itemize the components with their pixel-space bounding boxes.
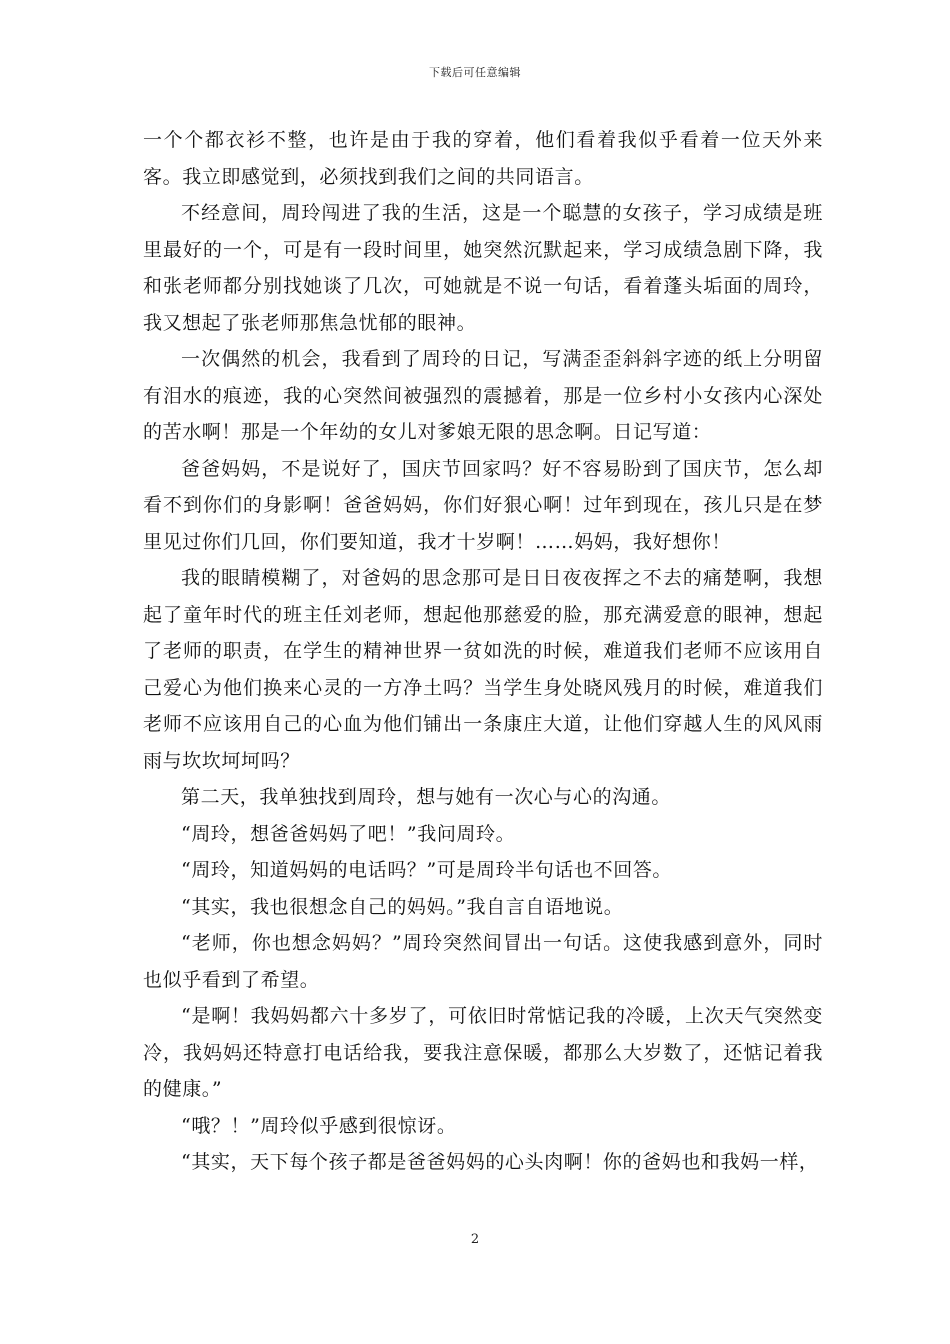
paragraph: 第二天，我单独找到周玲，想与她有一次心与心的沟通。 (181, 786, 672, 808)
dialogue-line: “其实，我也很想念自己的妈妈。”我自言自语地说。 (181, 895, 624, 918)
dialogue-line: “是啊！我妈妈都六十多岁了，可依旧时常惦记我的冷暖，上次天气突然变冷，我妈妈还特意打电话给我，要我注意保暖，都那么大岁数了，还惦记着我的健康。” (143, 1005, 823, 1100)
dialogue-line: “哦？！”周玲似乎感到很惊讶。 (181, 1114, 457, 1137)
paragraph: 一个个都衣衫不整，也许是由于我的穿着，他们看着我似乎看着一位天外来客。我立即感觉到，必须找到我们之间的共同语言。 (143, 129, 823, 188)
paragraph: 我的眼睛模糊了，对爸妈的思念那可是日日夜夜挥之不去的痛楚啊，我想起了童年时代的班主任刘老师，想起他那慈爱的脸，那充满爱意的眼神，想起了老师的职责，在学生的精神世界一贫如洗的时候，难道我们老师不应该用自己爱心为他们换来心灵的一方净土吗？当学生身处晓风残月的时候，难道我们老师不应该用自己的心血为他们铺出一条康庄大道，让他们穿越人生的风风雨雨与坎坎坷坷吗？ (143, 567, 823, 772)
dialogue-line: “周玲，知道妈妈的电话吗？”可是周玲半句话也不回答。 (181, 859, 673, 881)
paragraph: 不经意间，周玲闯进了我的生活，这是一个聪慧的女孩子，学习成绩是班里最好的一个，可是有一段时间里，她突然沉默起来，学习成绩急剧下降，我和张老师都分别找她谈了几次，可她就是不说一句话，看着蓬头垢面的周玲，我又想起了张老师那焦急忧郁的眼神。 (143, 202, 823, 334)
page-header: 下载后可任意编辑 (429, 66, 521, 79)
dialogue-line: “老师，你也想念妈妈？”周玲突然间冒出一句话。这使我感到意外，同时也似乎看到了希望。 (143, 932, 823, 991)
dialogue-line: “周玲，想爸爸妈妈了吧！”我问周玲。 (181, 822, 516, 845)
page-number: 2 (470, 1232, 480, 1247)
paragraph: 一次偶然的机会，我看到了周玲的日记，写满歪歪斜斜字迹的纸上分明留有泪水的痕迹，我的心突然间被强烈的震撼着，那是一位乡村小女孩内心深处的苦水啊！那是一个年幼的女儿对爹娘无限的思念啊。日记写道： (143, 348, 823, 443)
dialogue-line: “其实，天下每个孩子都是爸爸妈妈的心头肉啊！你的爸妈也和我妈一样， (181, 1151, 819, 1173)
body-text (143, 122, 823, 1181)
diary-quote: 爸爸妈妈，不是说好了，国庆节回家吗？好不容易盼到了国庆节，怎么却看不到你们的身影啊！爸爸妈妈，你们好狠心啊！过年到现在，孩儿只是在梦里见过你们几回，你们要知道，我才十岁啊！……妈妈，我好想你！ (143, 457, 823, 553)
